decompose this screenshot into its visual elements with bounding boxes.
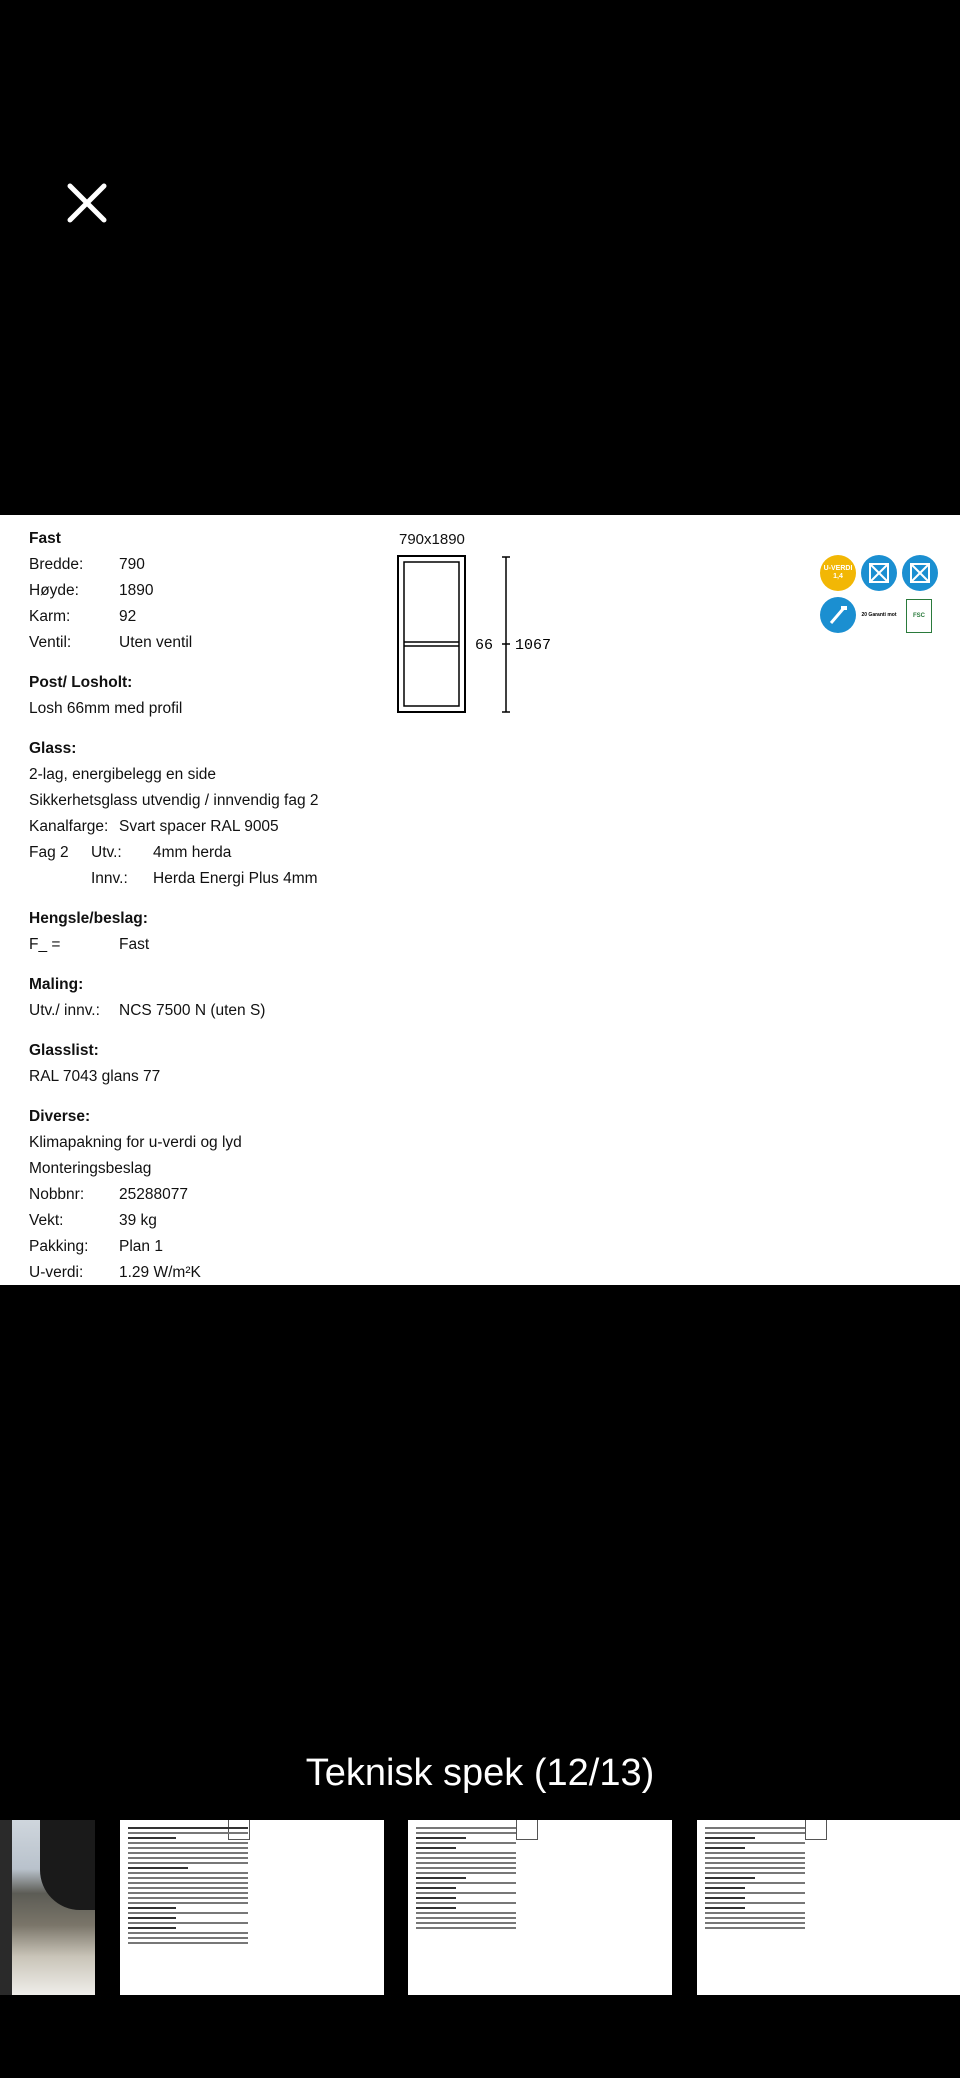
diverse-section <box>29 1107 409 1285</box>
no-cross-icon <box>861 555 897 591</box>
fsc-badge: FSC <box>906 599 932 633</box>
spec-row: Karm: 92 <box>29 607 137 625</box>
diverse-line: Klimapakning for u-verdi og lyd <box>29 1133 242 1151</box>
warranty-badge: 20 Garanti mot <box>861 597 897 633</box>
post-text: Losh 66mm med profil <box>29 699 183 717</box>
close-icon <box>62 178 112 228</box>
thumbnail-drawing-icon <box>805 1820 827 1840</box>
spec-row: F_ = Fast <box>29 935 150 953</box>
post-section <box>29 673 409 721</box>
tool-icon <box>820 597 856 633</box>
glasslist-text: RAL 7043 glans 77 <box>29 1067 161 1085</box>
glass-section <box>29 739 409 891</box>
diverse-line: Monteringsbeslag <box>29 1159 152 1177</box>
glass-line: Sikkerhetsglass utvendig / innvendig fag 2 <box>29 791 319 809</box>
glass-heading: Glass: <box>29 740 77 757</box>
hengsle-heading: Hengsle/beslag: <box>29 910 148 927</box>
thumbnail-strip <box>0 1820 960 1995</box>
drawing-right-label: 1067 <box>515 637 552 654</box>
u-value-badge: U-VERDI 1,4 <box>820 555 856 591</box>
post-heading: Post/ Losholt: <box>29 674 133 691</box>
glasslist-section <box>29 1041 409 1089</box>
fag-block <box>29 839 409 891</box>
close-button[interactable] <box>62 178 112 228</box>
spec-row: Ventil: Uten ventil <box>29 633 193 651</box>
dimension-label: 790x1890 <box>399 531 465 548</box>
spec-row: Høyde: 1890 <box>29 581 154 599</box>
glasslist-heading: Glasslist: <box>29 1042 99 1059</box>
thumbnail-spec[interactable] <box>408 1820 672 1995</box>
spec-row: Vekt: 39 kg <box>29 1211 157 1229</box>
thumbnail-spec[interactable] <box>697 1820 960 1995</box>
no-cross-icon <box>902 555 938 591</box>
maling-heading: Maling: <box>29 976 84 993</box>
hengsle-section <box>29 909 409 957</box>
maling-section <box>29 975 409 1023</box>
fag-label: Fag 2 <box>29 844 69 861</box>
diverse-heading: Diverse: <box>29 1108 91 1125</box>
thumbnail-drawing-icon <box>516 1820 538 1840</box>
spec-row: Bredde: 790 <box>29 555 145 573</box>
window-drawing <box>396 555 566 725</box>
drawing-left-label: 66 <box>475 637 494 654</box>
spec-sheet-image[interactable] <box>0 515 960 1285</box>
thumbnail-photo[interactable] <box>0 1820 95 1995</box>
spec-row: Nobbnr: 25288077 <box>29 1185 188 1203</box>
spec-row: Kanalfarge: Svart spacer RAL 9005 <box>29 817 279 835</box>
image-caption: Teknisk spek (12/13) <box>305 1752 655 1794</box>
thumbnail-spec[interactable] <box>120 1820 384 1995</box>
spec-row: Pakking: Plan 1 <box>29 1237 163 1255</box>
fag-row: Innv.: Herda Energi Plus 4mm <box>91 869 318 887</box>
spec-title: Fast <box>29 530 61 547</box>
certification-badges <box>820 555 938 635</box>
spec-row: U-verdi: 1.29 W/m²K <box>29 1263 201 1281</box>
spec-text <box>29 529 409 1303</box>
fag-row: Utv.: 4mm herda <box>91 843 232 861</box>
basic-section <box>29 551 409 655</box>
glass-line: 2-lag, energibelegg en side <box>29 765 216 783</box>
spec-row: Utv./ innv.: NCS 7500 N (uten S) <box>29 1001 266 1019</box>
